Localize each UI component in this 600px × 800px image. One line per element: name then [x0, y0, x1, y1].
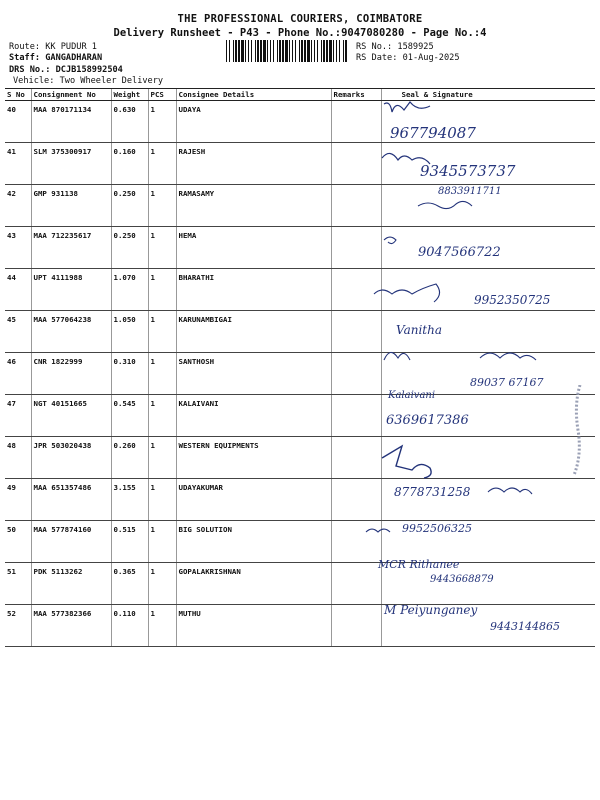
vehicle-value: Two Wheeler Delivery: [59, 76, 164, 86]
barcode-bar: [311, 40, 312, 62]
row-pcs: 1: [148, 311, 176, 353]
rs-date-line: [356, 53, 460, 63]
vehicle-line: [13, 76, 163, 86]
row-consignment: MAA 577382366: [31, 605, 111, 647]
barcode-bar: [339, 40, 340, 62]
row-consignment: UPT 4111988: [31, 269, 111, 311]
vehicle-label: Vehicle:: [13, 76, 55, 86]
barcode-bar: [251, 40, 252, 62]
barcode-bar: [263, 40, 266, 62]
row-consignment: MAA 577064238: [31, 311, 111, 353]
signature-text: M Peiyunganey: [384, 603, 478, 617]
drs-value: DCJB158992504: [55, 65, 123, 75]
barcode-bar: [226, 40, 227, 62]
row-sno: 50: [5, 521, 31, 563]
stamp-mark: [562, 385, 586, 475]
row-consignee: UDAYAKUMAR: [176, 479, 331, 521]
barcode-bar: [304, 40, 306, 62]
signature-scrawl: [384, 237, 396, 244]
signature-scrawl: [488, 488, 532, 494]
barcode-bar: [345, 40, 347, 62]
row-consignee: GOPALAKRISHNAN: [176, 563, 331, 605]
row-consignment: JPR 503020438: [31, 437, 111, 479]
signature-text: Kalaivani: [388, 390, 436, 401]
barcode-bar: [295, 40, 296, 62]
row-weight: 0.545: [111, 395, 148, 437]
col-sno: S No: [5, 89, 31, 101]
barcode-bar: [248, 40, 249, 62]
row-consignee: SANTHOSH: [176, 353, 331, 395]
barcode-bar: [314, 40, 315, 62]
barcode-bar: [277, 40, 278, 62]
barcode-bar: [329, 40, 332, 62]
row-pcs: 1: [148, 269, 176, 311]
row-pcs: 1: [148, 563, 176, 605]
signature-scrawl: [418, 201, 472, 208]
row-pcs: 1: [148, 437, 176, 479]
runsheet-subtitle: Delivery Runsheet - P43 - Phone No.:9047080280 - Page No.:4: [113, 27, 487, 39]
staff-value: GANGADHARAN: [45, 53, 103, 63]
signature-text: 89037 67167: [470, 376, 544, 389]
signature-text: 9952350725: [474, 293, 551, 307]
barcode-bar: [241, 40, 244, 62]
barcode-bar: [299, 40, 300, 62]
col-consignee: Consignee Details: [176, 89, 331, 101]
row-consignee: RAMASAMY: [176, 185, 331, 227]
route-value: KK PUDUR 1: [45, 42, 97, 52]
row-consignee: WESTERN EQUIPMENTS: [176, 437, 331, 479]
row-weight: 0.365: [111, 563, 148, 605]
row-weight: 0.515: [111, 521, 148, 563]
row-weight: 0.310: [111, 353, 148, 395]
barcode-bar: [233, 40, 234, 62]
barcode-bar: [273, 40, 274, 62]
barcode-bar: [292, 40, 293, 62]
drs-line: [9, 65, 123, 75]
signature-text: 9047566722: [418, 245, 501, 260]
rs-no-line: [356, 42, 434, 52]
barcode-bar: [260, 40, 262, 62]
staff-label: Staff:: [9, 53, 41, 63]
barcode-bar: [326, 40, 328, 62]
row-consignee: RAJESH: [176, 143, 331, 185]
row-consignee: KALAIVANI: [176, 395, 331, 437]
row-sno: 46: [5, 353, 31, 395]
signature-text: 9345573737: [420, 162, 516, 180]
signature-scrawl: [382, 446, 431, 478]
signature-text: 8778731258: [394, 485, 471, 499]
row-consignment: SLM 375300917: [31, 143, 111, 185]
row-consignment: MAA 870171134: [31, 101, 111, 143]
row-sno: 52: [5, 605, 31, 647]
barcode-bar: [343, 40, 344, 62]
signature-text: 8833911711: [438, 186, 502, 197]
row-pcs: 1: [148, 185, 176, 227]
barcode-bar: [270, 40, 271, 62]
row-sno: 47: [5, 395, 31, 437]
row-sno: 44: [5, 269, 31, 311]
row-consignment: GMP 931138: [31, 185, 111, 227]
row-pcs: 1: [148, 353, 176, 395]
col-consignment: Consignment No: [31, 89, 111, 101]
signature-text: 9443144865: [490, 620, 560, 633]
barcode-bar: [279, 40, 281, 62]
signature-text: 6369617386: [386, 413, 469, 428]
signature-text: Vanitha: [396, 323, 442, 337]
signature-scrawl: [384, 102, 430, 112]
barcode-bar: [235, 40, 237, 62]
signature-scrawl: [374, 284, 440, 302]
route-line: [9, 42, 97, 52]
barcode-bar: [317, 40, 318, 62]
row-consignee: BHARATHI: [176, 269, 331, 311]
route-label: Route:: [9, 42, 41, 52]
row-sno: 49: [5, 479, 31, 521]
row-pcs: 1: [148, 101, 176, 143]
row-consignee: KARUNAMBIGAI: [176, 311, 331, 353]
row-weight: 0.630: [111, 101, 148, 143]
row-consignment: NGT 40151665: [31, 395, 111, 437]
handwritten-signatures: [360, 98, 600, 638]
row-consignment: MAA 712235617: [31, 227, 111, 269]
row-consignee: UDAYA: [176, 101, 331, 143]
row-consignee: BIG SOLUTION: [176, 521, 331, 563]
barcode-bar: [301, 40, 303, 62]
row-weight: 0.250: [111, 227, 148, 269]
staff-line: [9, 53, 102, 63]
drs-label: DRS No.:: [9, 65, 51, 75]
signature-text: 967794087: [390, 124, 476, 142]
signature-text: 9952506325: [402, 522, 472, 535]
barcode-bar: [245, 40, 246, 62]
rs-date-label: RS Date:: [356, 53, 398, 63]
col-weight: Weight: [111, 89, 148, 101]
row-pcs: 1: [148, 521, 176, 563]
barcode-bar: [321, 40, 322, 62]
runsheet-barcode: [226, 40, 348, 62]
row-weight: 0.250: [111, 185, 148, 227]
barcode-bar: [257, 40, 259, 62]
barcode-bar: [289, 40, 290, 62]
row-sno: 43: [5, 227, 31, 269]
col-signature: Seal & Signature: [381, 89, 595, 101]
barcode-bar: [336, 40, 337, 62]
row-consignment: PDK 5113262: [31, 563, 111, 605]
col-pcs: PCS: [148, 89, 176, 101]
barcode-bar: [307, 40, 310, 62]
row-pcs: 1: [148, 479, 176, 521]
row-sno: 51: [5, 563, 31, 605]
signature-scrawl: [384, 352, 536, 360]
row-consignee: HEMA: [176, 227, 331, 269]
signature-scrawl: [366, 529, 390, 532]
signature-text: MCR Rithanee: [378, 558, 460, 571]
barcode-bar: [238, 40, 240, 62]
barcode-bar: [255, 40, 256, 62]
barcode-bar: [229, 40, 230, 62]
row-sno: 40: [5, 101, 31, 143]
row-consignment: CNR 1822999: [31, 353, 111, 395]
barcode-bar: [267, 40, 268, 62]
row-sno: 42: [5, 185, 31, 227]
row-pcs: 1: [148, 395, 176, 437]
barcode-bar: [282, 40, 284, 62]
barcode-bar: [285, 40, 288, 62]
row-consignment: MAA 651357486: [31, 479, 111, 521]
col-remarks: Remarks: [331, 89, 381, 101]
rs-no-label: RS No.:: [356, 42, 393, 52]
row-pcs: 1: [148, 143, 176, 185]
row-weight: 1.070: [111, 269, 148, 311]
barcode-bar: [333, 40, 334, 62]
runsheet-title: THE PROFESSIONAL COURIERS, COIMBATORE: [177, 13, 423, 25]
row-sno: 48: [5, 437, 31, 479]
signature-text: 9443668879: [430, 574, 494, 585]
barcode-bar: [323, 40, 325, 62]
rs-date-value: 01-Aug-2025: [402, 53, 460, 63]
row-weight: 0.260: [111, 437, 148, 479]
row-pcs: 1: [148, 605, 176, 647]
rs-no-value: 1589925: [397, 42, 434, 52]
row-sno: 41: [5, 143, 31, 185]
row-consignee: MUTHU: [176, 605, 331, 647]
row-weight: 1.050: [111, 311, 148, 353]
row-weight: 3.155: [111, 479, 148, 521]
row-consignment: MAA 577874160: [31, 521, 111, 563]
row-sno: 45: [5, 311, 31, 353]
row-pcs: 1: [148, 227, 176, 269]
row-weight: 0.160: [111, 143, 148, 185]
row-weight: 0.110: [111, 605, 148, 647]
